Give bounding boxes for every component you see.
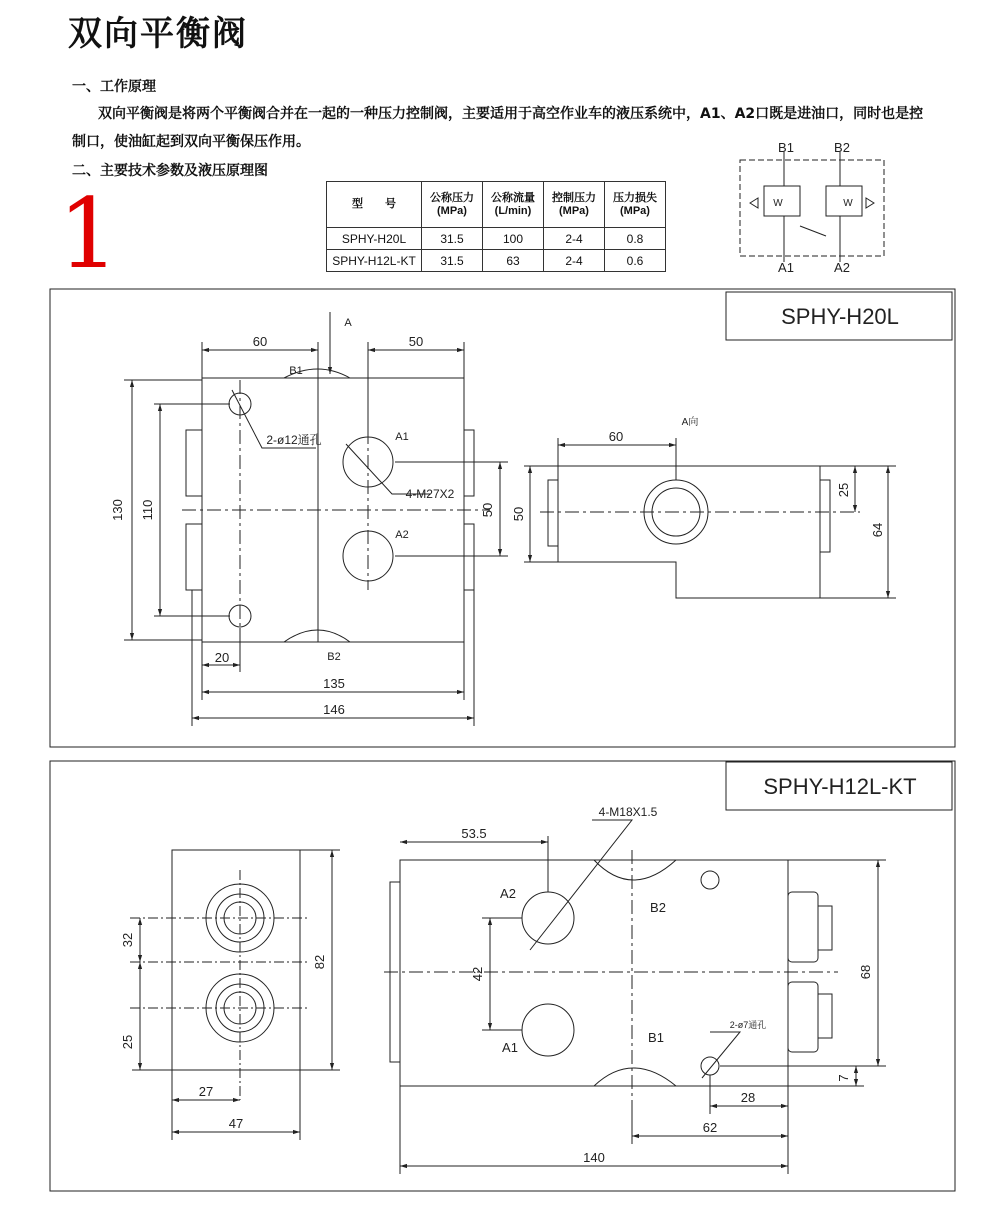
table-cell: 0.8: [605, 228, 666, 250]
dim-label: 146: [323, 702, 345, 717]
port-label: A2: [395, 529, 409, 541]
spring-label: W: [843, 198, 853, 209]
dim-label: 47: [228, 1116, 244, 1131]
table-cell: 31.5: [422, 250, 483, 272]
dim-label: 64: [870, 522, 885, 538]
table-header: 型 号: [327, 182, 422, 228]
section-heading-params: 二、主要技术参数及液压原理图: [72, 163, 268, 179]
dim-label: 50: [511, 506, 526, 522]
figure-number: 1: [58, 178, 120, 290]
hydraulic-schematic: [740, 152, 884, 262]
page-title: 双向平衡阀: [68, 14, 248, 54]
thread-label: 4-M27X2: [405, 487, 455, 501]
front-view-h20l: [124, 312, 508, 726]
dim-label: 42: [470, 966, 485, 982]
principle-paragraph: 双向平衡阀是将两个平衡阀合并在一起的一种压力控制阀，主要适用于高空作业车的液压系统中，A1、A2口既是进油口，同时也是控制口，使油缸起到双向平衡保压作用。: [72, 106, 924, 150]
port-label: A1: [502, 1040, 518, 1055]
table-cell: 2-4: [544, 250, 605, 272]
dim-label: 27: [198, 1084, 214, 1099]
dim-label: 110: [140, 499, 155, 521]
table-header: 公称流量 (L/min): [483, 182, 544, 228]
dim-label: 60: [608, 429, 624, 444]
dim-label: 135: [323, 676, 345, 691]
port-label: A1: [395, 431, 409, 443]
dim-label: 53.5: [461, 826, 487, 841]
hole-label: 2-ø7通孔: [729, 1020, 767, 1030]
dim-label: 28: [740, 1090, 756, 1105]
table-header: 控制压力 (MPa): [544, 182, 605, 228]
table-cell: SPHY-H12L-KT: [327, 250, 422, 272]
port-label: B1: [648, 1030, 664, 1045]
spring-label: W: [773, 198, 783, 209]
dim-label: 68: [858, 964, 873, 980]
dim-label: 140: [583, 1150, 605, 1165]
dim-label: 130: [110, 499, 125, 521]
dim-label: 25: [836, 482, 851, 498]
table-cell: 100: [483, 228, 544, 250]
port-label: A2: [834, 260, 850, 275]
dim-label: 7: [836, 1074, 851, 1082]
dim-label: 50: [408, 334, 424, 349]
table-cell: 63: [483, 250, 544, 272]
dim-label: 50: [480, 502, 495, 518]
dim-label: 82: [312, 954, 327, 970]
dim-label: 25: [120, 1034, 135, 1050]
port-label: B2: [834, 140, 850, 155]
view-label: A向: [681, 417, 699, 428]
drawing-frame-1: [50, 289, 955, 747]
hole-label: 2-ø12通孔: [266, 433, 322, 447]
table-cell: 31.5: [422, 228, 483, 250]
section-heading-principle: 一、工作原理: [72, 79, 156, 95]
dim-label: 62: [702, 1120, 718, 1135]
front-view-h12lkt: [384, 820, 886, 1174]
port-label: A1: [778, 260, 794, 275]
table-header: 公称压力 (MPa): [422, 182, 483, 228]
drawing-frame-2: [50, 761, 955, 1191]
side-view-h12lkt: [130, 850, 340, 1140]
model-name-1: SPHY-H20L: [781, 304, 899, 329]
port-label: B1: [778, 140, 794, 155]
model-name-2: SPHY-H12L-KT: [763, 774, 917, 799]
view-arrow-label: A: [344, 317, 352, 329]
port-label: B2: [327, 651, 341, 663]
port-label: B1: [289, 365, 303, 377]
port-label: A2: [500, 886, 516, 901]
dim-label: 60: [252, 334, 268, 349]
table-cell: 0.6: [605, 250, 666, 272]
side-view-h20l: [524, 438, 896, 598]
table-header: 压力损失 (MPa): [605, 182, 666, 228]
table-cell: SPHY-H20L: [327, 228, 422, 250]
dim-label: 20: [214, 650, 230, 665]
port-label: B2: [650, 900, 666, 915]
table-cell: 2-4: [544, 228, 605, 250]
dim-label: 32: [120, 932, 135, 948]
thread-label: 4-M18X1.5: [598, 805, 658, 819]
